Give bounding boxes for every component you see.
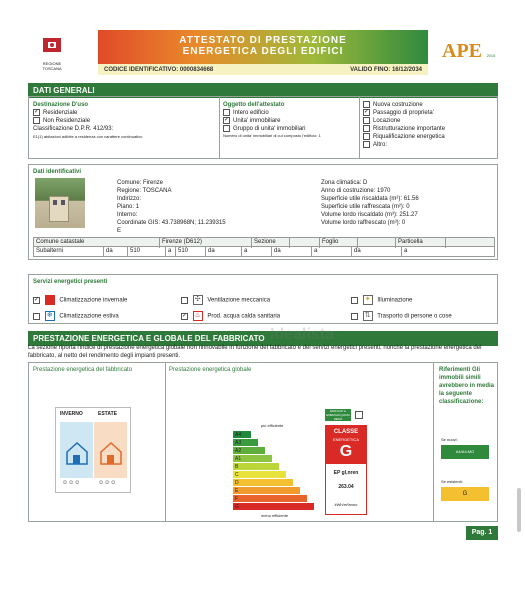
numero-unita: Numero di unita' immobiliari di cui composto l'edificio: 1 bbox=[223, 133, 321, 139]
snowflake-icon: ❄ bbox=[45, 311, 55, 321]
region-name: REGIONE TOSCANA bbox=[42, 61, 62, 71]
prestazione-description: La sezione riporta l'indice di prestazione energetica globale non rinnovabile in funzione del fabbricato e dei servizi energetici presenti, nonché la prestazione energetica del fabbricato, al netto del rendimento degli impianti presenti. bbox=[28, 345, 482, 359]
acqua-service: ✓ ♨ Prod. acqua calda sanitaria bbox=[182, 312, 281, 320]
piu-efficiente-label: più efficiente bbox=[261, 423, 284, 428]
code-label: CODICE IDENTIFICATIVO: 0000834668 bbox=[104, 67, 214, 73]
class-result-box bbox=[325, 425, 367, 515]
dati-generali-box bbox=[28, 96, 498, 159]
destinazione-block bbox=[33, 101, 142, 141]
meno-efficiente-label: meno efficiente bbox=[261, 513, 289, 518]
subalterni-to: 510 bbox=[176, 247, 206, 257]
region-logo bbox=[40, 38, 64, 71]
class-bar-e: E bbox=[233, 487, 300, 495]
class-bar-f: F bbox=[233, 495, 307, 503]
se-nuovi-value: A4/A4.MG bbox=[441, 445, 489, 459]
class-bar-c: C bbox=[233, 471, 286, 479]
classe-value: G bbox=[339, 443, 353, 460]
sezione-label: Sezione bbox=[252, 238, 290, 248]
coordinate-e: E bbox=[117, 228, 122, 234]
check-icon: ✓ bbox=[34, 296, 40, 303]
ep-value: 263.04 bbox=[338, 484, 354, 490]
vol-risc-value: Volume lordo riscaldato (m³): 251.27 bbox=[321, 212, 418, 218]
class-bar-a1: A1 bbox=[233, 455, 272, 463]
coordinate-value: Coordinate GIS: 43.738968N; 11.239315 bbox=[117, 220, 226, 226]
ep-label: EP gl,nren bbox=[333, 470, 359, 476]
class-bar-b: B bbox=[233, 463, 279, 471]
check-icon: ✓ bbox=[224, 117, 230, 124]
se-esistenti-value: G bbox=[441, 487, 489, 501]
efficiency-chart bbox=[233, 411, 329, 521]
fabbricato-graphic bbox=[55, 407, 131, 493]
prestazione-heading: PRESTAZIONE ENERGETICA E GLOBALE DEL FABBRICATO bbox=[28, 331, 498, 346]
altro-checkbox[interactable]: Altro: bbox=[363, 141, 445, 149]
subalterni-label: Subalterni bbox=[34, 247, 104, 257]
motivo-block bbox=[363, 101, 445, 149]
residenziale-checkbox[interactable]: ✓ Residenziale bbox=[34, 109, 78, 117]
ep-unit: kWh/m²anno bbox=[334, 502, 358, 507]
comune-catastale-value: Firenze (D612) bbox=[160, 238, 252, 248]
servizi-box bbox=[28, 274, 498, 324]
check-icon: ✓ bbox=[34, 109, 40, 115]
scrollbar[interactable] bbox=[517, 488, 521, 532]
class-bar-a4: A4 bbox=[233, 431, 251, 439]
estate-ratings: ☺☺☺ bbox=[98, 480, 117, 486]
elevator-icon: ⇅ bbox=[363, 311, 373, 321]
nzeb-badge: EDIFICIO A ENERGIA QUASI ZERO bbox=[326, 409, 350, 421]
classe-sub: ENERGETICA bbox=[332, 437, 359, 442]
inverno-label: INVERNO bbox=[60, 411, 83, 417]
classe-label: CLASSE bbox=[333, 429, 359, 435]
catasto-row-2: Subalterni da 510 a 510 da a da a da a bbox=[33, 247, 495, 257]
se-esistenti-label: Se esistenti: bbox=[441, 479, 463, 484]
se-nuovi-label: Se nuovi: bbox=[441, 437, 458, 442]
regione-value: Regione: TOSCANA bbox=[117, 188, 172, 194]
locazione-checkbox[interactable]: Locazione bbox=[363, 117, 445, 125]
riqualificazione-checkbox[interactable]: Riqualificazione energetica bbox=[363, 133, 445, 141]
region-crest-icon bbox=[40, 38, 64, 56]
ventilazione-service: ✣ Ventilazione meccanica bbox=[181, 295, 270, 305]
fabbricato-heading: Prestazione energetica del fabbricato bbox=[33, 367, 133, 373]
sup-raff-value: Superficie utile raffrescata (m²): 0 bbox=[321, 204, 410, 210]
ristrutturazione-checkbox[interactable]: Ristrutturazione importante bbox=[363, 125, 445, 133]
classificazione-label: Classificazione D.P.R. 412/93: bbox=[33, 126, 114, 133]
classificazione-value: E1(1) abitazioni adibite a residenza con carattere continuativo bbox=[33, 134, 143, 140]
zona-value: Zona climatica: D bbox=[321, 180, 368, 186]
estate-label: ESTATE bbox=[98, 411, 117, 417]
sup-risc-value: Superficie utile riscaldata (m²): 61.56 bbox=[321, 196, 419, 202]
oggetto-block bbox=[223, 101, 333, 138]
servizi-heading: Servizi energetici presenti bbox=[33, 279, 108, 285]
title-line-2: ENERGETICA DEGLI EDIFICI bbox=[182, 46, 344, 57]
clima-inv-service: ✓ Climatizzazione invernale bbox=[34, 296, 128, 304]
class-bar-a2: A2 bbox=[233, 447, 265, 455]
oggetto-heading: Oggetto dell'attestato bbox=[223, 102, 285, 108]
dati-identificativi-heading: Dati identificativi bbox=[33, 169, 82, 175]
passaggio-checkbox[interactable]: ✓ Passaggio di proprieta' bbox=[364, 109, 434, 117]
illuminazione-service: ✦ Illuminazione bbox=[351, 295, 412, 305]
fan-icon: ✣ bbox=[193, 295, 203, 305]
destinazione-heading: Destinazione D'uso bbox=[33, 102, 89, 108]
lightbulb-icon: ✦ bbox=[363, 295, 373, 305]
page-number: Pag. 1 bbox=[466, 526, 498, 540]
comune-value: Comune: Firenze bbox=[117, 180, 164, 186]
comune-catastale-label: Comune catastale bbox=[34, 238, 160, 248]
nzeb-checkbox[interactable] bbox=[355, 411, 363, 419]
unita-checkbox[interactable]: ✓ Unita' immobiliare bbox=[224, 117, 281, 125]
class-bar-d: D bbox=[233, 479, 293, 487]
globale-heading: Prestazione energetica globale bbox=[169, 367, 252, 373]
dati-identificativi-box bbox=[28, 164, 498, 260]
prestazione-box bbox=[28, 362, 498, 522]
trasporto-service: ⇅ Trasporto di persone o cose bbox=[351, 311, 452, 321]
clima-est-service: ❄ Climatizzazione estiva bbox=[33, 311, 119, 321]
particella-label: Particella bbox=[396, 238, 446, 248]
interno-value: Interno: bbox=[117, 212, 138, 218]
water-tap-icon: ♨ bbox=[194, 312, 201, 319]
watermark: Idealista bbox=[270, 326, 335, 343]
riferimenti-heading: Riferimenti Gli immobili simili avrebbero in media la seguente classificazione: bbox=[439, 367, 495, 405]
header-banner bbox=[98, 30, 428, 75]
foglio-label: Foglio bbox=[320, 238, 358, 248]
ape-logo: APE 2015 bbox=[442, 40, 496, 62]
piano-value: Piano: 1 bbox=[117, 204, 140, 210]
valid-label: VALIDO FINO: 16/12/2034 bbox=[350, 67, 422, 73]
class-bar-a3: A3 bbox=[233, 439, 258, 447]
title-line-1: ATTESTATO DI PRESTAZIONE bbox=[179, 35, 347, 46]
vol-raff-value: Volume lordo raffrescato (m³): 0 bbox=[321, 220, 406, 226]
dati-generali-heading: DATI GENERALI bbox=[28, 83, 498, 98]
intero-checkbox[interactable]: Intero edificio bbox=[223, 109, 333, 117]
nuova-checkbox[interactable]: Nuova costruzione bbox=[363, 101, 445, 109]
check-icon: ✓ bbox=[182, 312, 188, 319]
subalterni-from: 510 bbox=[128, 247, 166, 257]
anno-value: Anno di costruzione: 1970 bbox=[321, 188, 391, 194]
indirizzo-value: Indirizzo: bbox=[117, 196, 142, 202]
check-icon: ✓ bbox=[364, 109, 370, 116]
building-photo bbox=[35, 178, 85, 228]
gruppo-checkbox[interactable]: Gruppo di unita' immobiliari bbox=[223, 125, 333, 133]
house-summer-icon bbox=[98, 440, 124, 466]
class-bar-g: G bbox=[233, 503, 314, 511]
non-residenziale-checkbox[interactable]: Non Residenziale bbox=[33, 117, 142, 125]
tech-block bbox=[321, 179, 419, 227]
catasto-row-1 bbox=[33, 237, 495, 247]
inverno-ratings: ☺☺☺ bbox=[62, 480, 81, 486]
radiator-icon bbox=[45, 295, 55, 305]
house-winter-icon bbox=[64, 440, 90, 466]
location-block bbox=[117, 179, 226, 235]
